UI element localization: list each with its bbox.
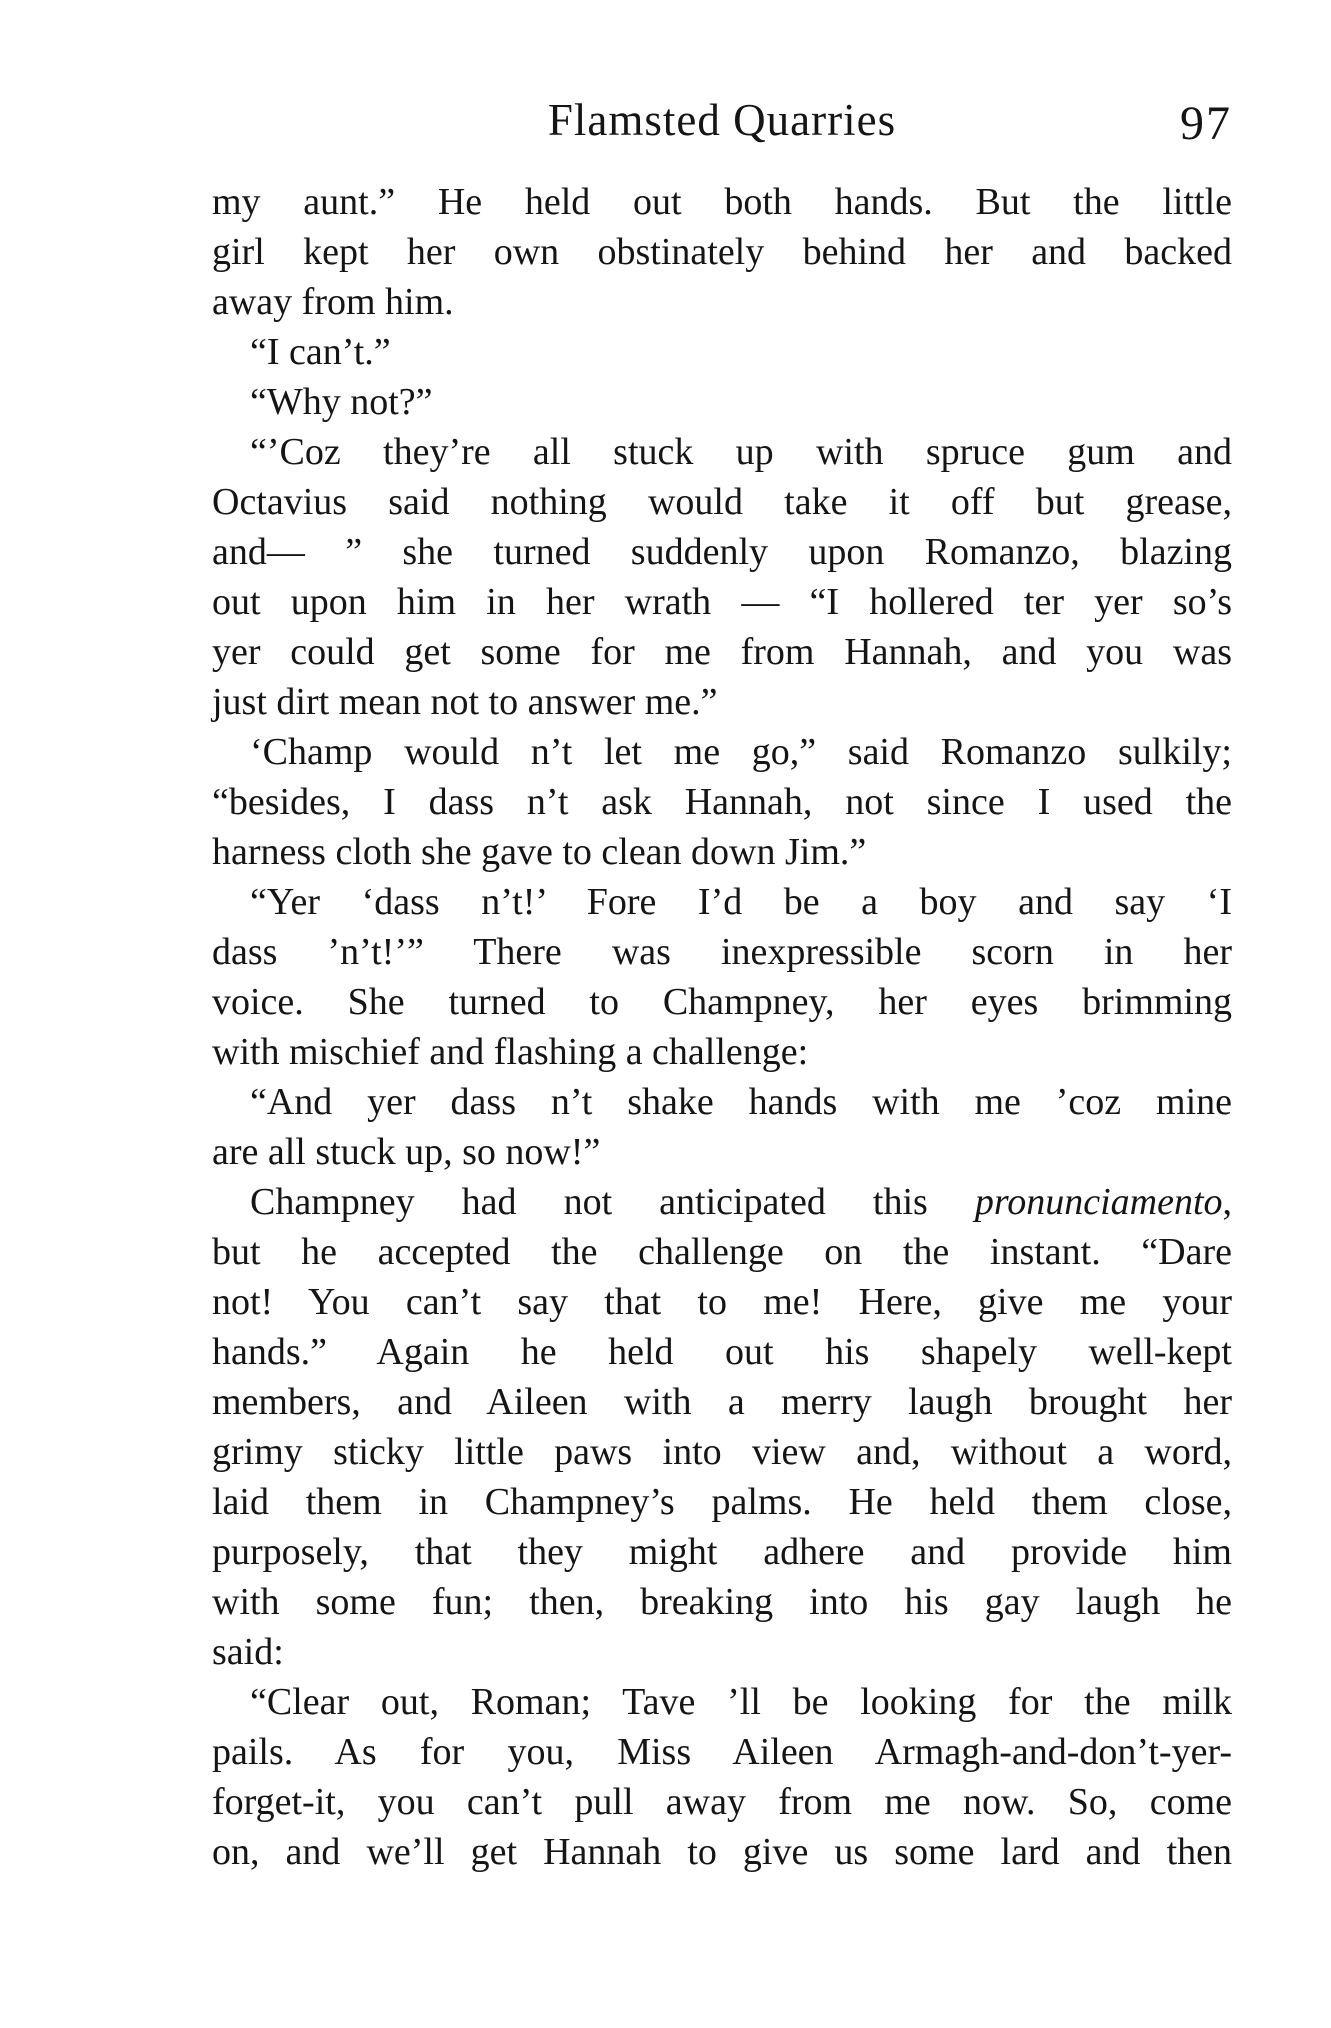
text-line: girl kept her own obstinately behind her and backed — [212, 231, 1232, 273]
text-line: hands.” Again he held out his shapely well-kept — [212, 1331, 1232, 1373]
page-header — [212, 90, 1232, 150]
text-line-italic — [212, 1177, 1232, 1227]
text-line: just dirt mean not to answer me.” — [212, 681, 718, 723]
running-title: Flamsted Quarries — [547, 95, 897, 145]
text-line: “’Coz they’re all stuck up with spruce gum and — [250, 431, 1232, 473]
text-line: “besides, I dass n’t ask Hannah, not since I used the — [212, 781, 1232, 823]
text-line: not! You can’t say that to me! Here, give me your — [212, 1281, 1232, 1323]
text-line: on, and we’ll get Hannah to give us some lard and then — [212, 1831, 1232, 1873]
text-line: “And yer dass n’t shake hands with me ’coz mine — [250, 1081, 1232, 1123]
text-line: “I can’t.” — [250, 331, 391, 373]
text-line: “Clear out, Roman; Tave ’ll be looking for the milk — [250, 1681, 1232, 1723]
text-line: “Yer ‘dass n’t!’ Fore I’d be a boy and say ‘I — [250, 881, 1232, 923]
text-line: are all stuck up, so now!” — [212, 1131, 601, 1173]
text-line: Octavius said nothing would take it off but grease, — [212, 481, 1232, 523]
text-line: with mischief and flashing a challenge: — [212, 1031, 809, 1073]
text-run: Champney had not anticipated this — [250, 1181, 975, 1223]
text-line: but he accepted the challenge on the instant. “Dare — [212, 1231, 1232, 1273]
body-text — [212, 177, 1232, 1877]
text-line: ‘Champ would n’t let me go,” said Romanzo sulkily; — [250, 731, 1232, 773]
text-line: said: — [212, 1631, 284, 1673]
text-run: , — [1222, 1181, 1232, 1223]
text-line: and— ” she turned suddenly upon Romanzo, blazing — [212, 531, 1232, 573]
text-line: forget-it, you can’t pull away from me now. So, come — [212, 1781, 1232, 1823]
text-line: laid them in Champney’s palms. He held them close, — [212, 1481, 1232, 1523]
text-line: yer could get some for me from Hannah, and you was — [212, 631, 1232, 673]
text-line: away from him. — [212, 281, 454, 323]
text-line: dass ’n’t!’” There was inexpressible scorn in her — [212, 931, 1232, 973]
text-line: voice. She turned to Champney, her eyes brimming — [212, 981, 1232, 1023]
text-line: out upon him in her wrath — “I hollered ter yer so’s — [212, 581, 1232, 623]
text-line: harness cloth she gave to clean down Jim.” — [212, 831, 867, 873]
text-line: with some fun; then, breaking into his gay laugh he — [212, 1581, 1232, 1623]
text-line: members, and Aileen with a merry laugh brought her — [212, 1381, 1232, 1423]
text-line: pails. As for you, Miss Aileen Armagh-and-don’t-yer- — [212, 1731, 1232, 1773]
text-line: grimy sticky little paws into view and, without a word, — [212, 1431, 1232, 1473]
text-line: purposely, that they might adhere and provide him — [212, 1531, 1232, 1573]
italic-word: pronunciamento — [974, 1181, 1223, 1223]
page-number: 97 — [1180, 97, 1232, 150]
text-line: my aunt.” He held out both hands. But the little — [212, 181, 1232, 223]
text-line: “Why not?” — [250, 381, 433, 423]
